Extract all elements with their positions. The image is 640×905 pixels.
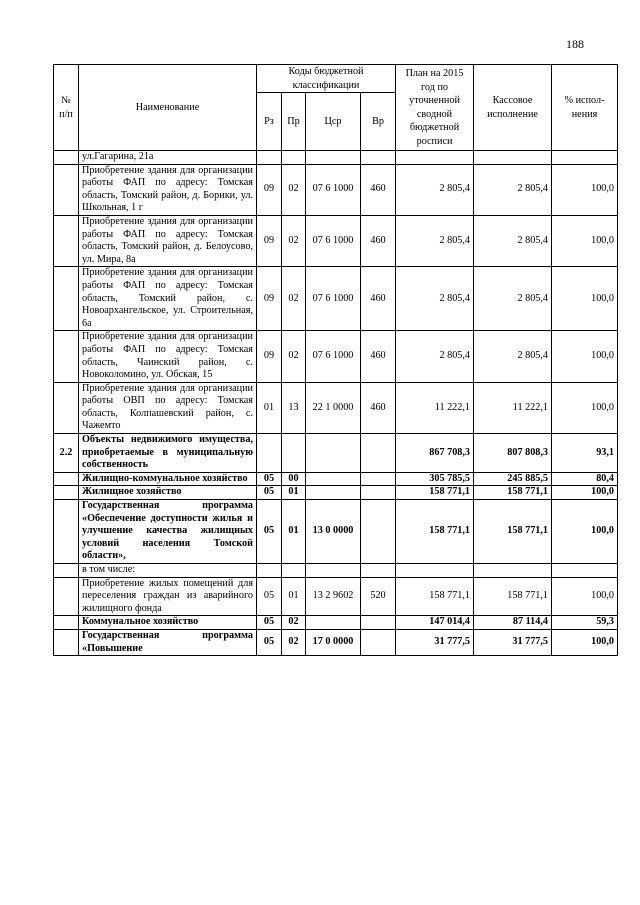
cell-vr: 460 (361, 215, 396, 266)
cell-pct: 100,0 (552, 382, 618, 433)
cell-cash: 807 808,3 (474, 434, 552, 473)
cell-csr (306, 564, 361, 578)
cell-vr: 460 (361, 382, 396, 433)
cell-plan: 158 771,1 (396, 577, 474, 616)
cell-cash: 87 114,4 (474, 616, 552, 630)
cell-name: Приобретение здания для организации работы ФАП по адресу: Томская область, Томский район, с. Новоархангельское, ул. Строительная, 6а (79, 267, 257, 331)
cell-pct: 59,3 (552, 616, 618, 630)
header-pr: Пр (282, 93, 306, 151)
cell-pr: 02 (282, 164, 306, 215)
cell-pct: 93,1 (552, 434, 618, 473)
cell-pr: 02 (282, 629, 306, 655)
cell-pct: 100,0 (552, 486, 618, 500)
cell-name: ул.Гагарина, 21а (79, 151, 257, 165)
cell-num (54, 577, 79, 616)
cell-cash: 2 805,4 (474, 331, 552, 382)
cell-cash (474, 564, 552, 578)
table-row (54, 215, 618, 266)
cell-plan: 147 014,4 (396, 616, 474, 630)
cell-vr (361, 629, 396, 655)
cell-csr: 17 0 0000 (306, 629, 361, 655)
cell-cash: 158 771,1 (474, 486, 552, 500)
cell-plan: 2 805,4 (396, 164, 474, 215)
table-row (54, 267, 618, 331)
cell-num (54, 472, 79, 486)
cell-vr (361, 564, 396, 578)
cell-pr: 13 (282, 382, 306, 433)
cell-plan (396, 151, 474, 165)
cell-pct: 100,0 (552, 577, 618, 616)
cell-csr: 13 0 0000 (306, 500, 361, 564)
cell-num (54, 267, 79, 331)
cell-cash: 245 885,5 (474, 472, 552, 486)
header-csr: Цср (306, 93, 361, 151)
cell-name: в том числе: (79, 564, 257, 578)
cell-num (54, 164, 79, 215)
table-row (54, 434, 618, 473)
cell-pr: 01 (282, 577, 306, 616)
cell-rz: 05 (257, 486, 282, 500)
cell-csr (306, 616, 361, 630)
cell-rz: 05 (257, 472, 282, 486)
table-row (54, 164, 618, 215)
cell-pr: 02 (282, 267, 306, 331)
cell-cash: 158 771,1 (474, 500, 552, 564)
cell-csr: 13 2 9602 (306, 577, 361, 616)
cell-num (54, 486, 79, 500)
cell-rz: 01 (257, 382, 282, 433)
cell-rz: 05 (257, 500, 282, 564)
table-row (54, 629, 618, 655)
cell-cash: 31 777,5 (474, 629, 552, 655)
page-number: 188 (566, 37, 584, 51)
cell-csr (306, 434, 361, 473)
table-body (54, 151, 618, 656)
cell-plan: 305 785,5 (396, 472, 474, 486)
cell-pr: 02 (282, 331, 306, 382)
cell-vr (361, 486, 396, 500)
cell-name: Жилищно-коммунальное хозяйство (79, 472, 257, 486)
cell-num (54, 616, 79, 630)
cell-cash: 158 771,1 (474, 577, 552, 616)
cell-rz: 05 (257, 616, 282, 630)
header-pct: % испол-нения (552, 65, 618, 151)
cell-vr (361, 616, 396, 630)
cell-num: 2.2 (54, 434, 79, 473)
cell-vr (361, 434, 396, 473)
budget-table (53, 64, 618, 656)
cell-csr: 07 6 1000 (306, 164, 361, 215)
cell-csr (306, 472, 361, 486)
cell-cash (474, 151, 552, 165)
cell-rz: 05 (257, 577, 282, 616)
table-row (54, 151, 618, 165)
table-row (54, 382, 618, 433)
header-vr: Вр (361, 93, 396, 151)
cell-plan (396, 564, 474, 578)
header-cash: Кассовое исполнение (474, 65, 552, 151)
table-row (54, 486, 618, 500)
cell-csr: 07 6 1000 (306, 267, 361, 331)
cell-pr: 01 (282, 500, 306, 564)
cell-plan: 2 805,4 (396, 331, 474, 382)
cell-name: Государственная программа «Обеспечение доступности жилья и улучшение качества жилищных условий населения Томской области», (79, 500, 257, 564)
cell-csr: 07 6 1000 (306, 331, 361, 382)
cell-num (54, 331, 79, 382)
cell-csr (306, 486, 361, 500)
cell-plan: 2 805,4 (396, 215, 474, 266)
cell-vr: 460 (361, 267, 396, 331)
cell-pr: 00 (282, 472, 306, 486)
cell-num (54, 382, 79, 433)
cell-pct: 100,0 (552, 164, 618, 215)
cell-plan: 158 771,1 (396, 486, 474, 500)
cell-vr (361, 472, 396, 486)
cell-cash: 2 805,4 (474, 267, 552, 331)
cell-num (54, 500, 79, 564)
header-num: № п/п (54, 65, 79, 151)
table-row (54, 472, 618, 486)
cell-pr: 02 (282, 616, 306, 630)
cell-pct: 100,0 (552, 331, 618, 382)
cell-plan: 867 708,3 (396, 434, 474, 473)
cell-vr: 520 (361, 577, 396, 616)
cell-pr (282, 564, 306, 578)
cell-name: Жилищное хозяйство (79, 486, 257, 500)
cell-plan: 11 222,1 (396, 382, 474, 433)
cell-vr: 460 (361, 331, 396, 382)
header-plan: План на 2015 год по уточненной сводной бюджетной росписи (396, 65, 474, 151)
cell-rz: 09 (257, 331, 282, 382)
cell-plan: 2 805,4 (396, 267, 474, 331)
header-codes: Коды бюджетной классификации (257, 65, 396, 93)
cell-vr: 460 (361, 164, 396, 215)
cell-pct: 100,0 (552, 500, 618, 564)
cell-name: Приобретение здания для организации работы ОВП по адресу: Томская область, Колпашевский район, с. Чажемто (79, 382, 257, 433)
cell-vr (361, 151, 396, 165)
header-rz: Рз (257, 93, 282, 151)
cell-cash: 11 222,1 (474, 382, 552, 433)
cell-num (54, 564, 79, 578)
cell-num (54, 151, 79, 165)
cell-csr: 22 1 0000 (306, 382, 361, 433)
cell-rz (257, 564, 282, 578)
header-name: Наименование (79, 65, 257, 151)
cell-pr: 02 (282, 215, 306, 266)
cell-rz: 05 (257, 629, 282, 655)
cell-name: Приобретение здания для организации работы ФАП по адресу: Томская область, Томский район, д. Белоусово, ул. Мира, 8а (79, 215, 257, 266)
table-row (54, 331, 618, 382)
table-row (54, 500, 618, 564)
cell-name: Приобретение здания для организации работы ФАП по адресу: Томская область, Томский район, д. Борики, ул. Школьная, 1 г (79, 164, 257, 215)
table-row (54, 577, 618, 616)
cell-num (54, 629, 79, 655)
cell-csr: 07 6 1000 (306, 215, 361, 266)
cell-pct (552, 151, 618, 165)
table-row (54, 616, 618, 630)
cell-name: Коммунальное хозяйство (79, 616, 257, 630)
cell-csr (306, 151, 361, 165)
cell-cash: 2 805,4 (474, 215, 552, 266)
cell-rz: 09 (257, 215, 282, 266)
cell-rz (257, 151, 282, 165)
cell-plan: 31 777,5 (396, 629, 474, 655)
cell-num (54, 215, 79, 266)
cell-name: Приобретение жилых помещений для переселения граждан из аварийного жилищного фонда (79, 577, 257, 616)
cell-rz (257, 434, 282, 473)
cell-pct: 100,0 (552, 629, 618, 655)
cell-name: Объекты недвижимого имущества, приобретаемые в муниципальную собственность (79, 434, 257, 473)
cell-cash: 2 805,4 (474, 164, 552, 215)
cell-pct: 80,4 (552, 472, 618, 486)
cell-pct: 100,0 (552, 267, 618, 331)
cell-pr (282, 151, 306, 165)
cell-pr (282, 434, 306, 473)
cell-vr (361, 500, 396, 564)
cell-name: Приобретение здания для организации работы ФАП по адресу: Томская область, Чаинский район, с. Новоколомино, ул. Обская, 15 (79, 331, 257, 382)
cell-plan: 158 771,1 (396, 500, 474, 564)
table-row (54, 564, 618, 578)
cell-pct (552, 564, 618, 578)
cell-pct: 100,0 (552, 215, 618, 266)
cell-pr: 01 (282, 486, 306, 500)
cell-rz: 09 (257, 164, 282, 215)
cell-name: Государственная программа «Повышение (79, 629, 257, 655)
cell-rz: 09 (257, 267, 282, 331)
